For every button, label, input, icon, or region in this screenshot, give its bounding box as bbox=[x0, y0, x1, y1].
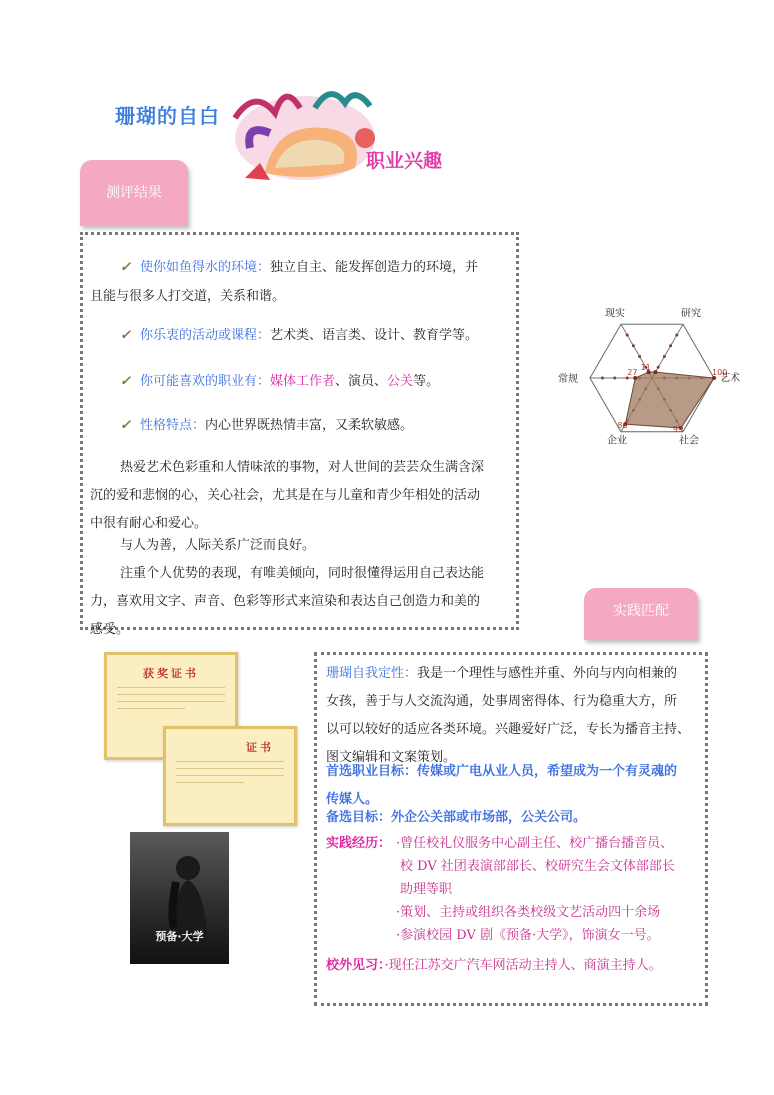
off-campus-internship: 校外见习：·现任江苏交广汽车网活动主持人、商演主持人。 bbox=[326, 958, 662, 973]
radar-value-label: 100 bbox=[712, 368, 728, 377]
radar-axis-tick bbox=[626, 334, 629, 337]
result-item-careers: ✓ 你可能喜欢的职业有：媒体工作者、演员、公关等。 bbox=[120, 368, 505, 396]
radar-axis-tick bbox=[601, 377, 604, 380]
radar-value-label: 27 bbox=[627, 368, 638, 377]
check-icon: ✓ bbox=[120, 374, 131, 389]
radar-axis-tick bbox=[675, 334, 678, 337]
radar-axis bbox=[652, 324, 683, 378]
practice-experience: 实践经历： bbox=[326, 836, 392, 851]
radar-axis-tick bbox=[613, 377, 616, 380]
result-item-activities bbox=[120, 322, 505, 350]
radar-axis-tick bbox=[663, 355, 666, 358]
item-label: 性格特点： bbox=[140, 418, 206, 433]
result-paragraph-2: 与人为善，人际关系广泛而良好。 bbox=[120, 538, 316, 553]
radar-chart bbox=[536, 296, 760, 466]
item-label: 你乐衷的活动或课程： bbox=[140, 328, 271, 343]
result-item-environment bbox=[120, 254, 505, 282]
radar-point bbox=[653, 370, 657, 374]
poster-title: 预备·大学 bbox=[155, 930, 204, 943]
check-icon: ✓ bbox=[120, 328, 131, 343]
check-icon: ✓ bbox=[120, 418, 131, 433]
certificate-title: 获奖证书 bbox=[143, 667, 199, 680]
radar-category-label: 常规 bbox=[558, 374, 578, 385]
radar-axis-tick bbox=[638, 355, 641, 358]
radar-value-label: 86 bbox=[617, 421, 628, 431]
radar-value-label: 93 bbox=[672, 424, 684, 434]
tab-result: 测评结果 bbox=[80, 160, 188, 226]
movie-poster bbox=[130, 832, 229, 964]
radar-axis-tick bbox=[657, 366, 660, 369]
item-label: 使你如鱼得水的环境： bbox=[140, 260, 271, 275]
career-media: 媒体工作者 bbox=[270, 374, 336, 389]
alternate-career-goal: 备选目标：外企公关部或市场部，公关公司。 bbox=[326, 810, 587, 825]
radar-axis-tick bbox=[669, 344, 672, 347]
item-text: 艺术类、语言类、设计、教育学等。 bbox=[270, 328, 479, 343]
result-paragraph-3: 注重个人优势的表现，有唯美倾向，同时很懂得运用自己表达能 力，喜欢用文字、声音、色彩等形式来渲染和表达自己创造力和美的 感受。 bbox=[90, 566, 485, 637]
page-title: 珊瑚的自白 bbox=[115, 104, 220, 128]
seashell-illustration bbox=[215, 78, 385, 190]
item-text: 内心世界既热情丰富，又柔软敏感。 bbox=[205, 418, 414, 433]
page-subtitle: 职业兴趣 bbox=[366, 150, 443, 172]
result-paragraph-1: 热爱艺术色彩重和人情味浓的事物，对人世间的芸芸众生满含深 沉的爱和悲悯的心，关心社会，尤其是在与儿童和青少年相处的活动 中很有耐心和爱心。 bbox=[90, 460, 485, 531]
radar-value-label: 11 bbox=[640, 363, 651, 373]
radar-category-label: 社会 bbox=[679, 435, 699, 447]
check-icon: ✓ bbox=[120, 260, 131, 275]
item-text: 独立自主、能发挥创造力的环境，并 bbox=[270, 260, 479, 275]
radar-category-label: 研究 bbox=[681, 308, 701, 320]
radar-category-label: 艺术 bbox=[720, 373, 740, 384]
primary-career-goal: 首选职业目标：传媒或广电从业人员，希望成为一个有灵魂的 传媒人。 bbox=[326, 764, 678, 807]
certificate-title: 证书 bbox=[246, 741, 274, 754]
radar-axis-tick bbox=[632, 344, 635, 347]
item-label: 你可能喜欢的职业有： bbox=[140, 374, 271, 389]
award-certificate-2 bbox=[163, 726, 297, 826]
radar-category-label: 现实 bbox=[605, 308, 625, 320]
tab-practice: 实践匹配 bbox=[584, 588, 698, 640]
radar-series-area bbox=[625, 372, 714, 428]
result-item-personality bbox=[120, 412, 505, 440]
person-silhouette-icon bbox=[130, 832, 229, 964]
result-item-environment-cont: 且能与很多人打交道，关系和谐。 bbox=[90, 289, 286, 304]
self-assessment: 珊瑚自我定性：我是一个理性与感性并重、外向与内向相兼的 女孩，善于与人交流沟通，处事周密得体、行为稳重大方，所 以可以较好的适应各类环境。兴趣爱好广泛，专长为播音主持、 图文编辑和文案策划。 bbox=[326, 666, 691, 765]
radar-category-label: 企业 bbox=[607, 435, 627, 447]
experience-list: ·曾任校礼仪服务中心副主任、校广播台播音员、 校 DV 社团表演部部长、校研究生会文体部部长 助理等职 ·策划、主持或组织各类校级文艺活动四十余场 ·参演校园 DV 剧《预备·大学》，饰演女一号。 bbox=[396, 836, 675, 943]
career-pr: 公关 bbox=[387, 374, 414, 389]
